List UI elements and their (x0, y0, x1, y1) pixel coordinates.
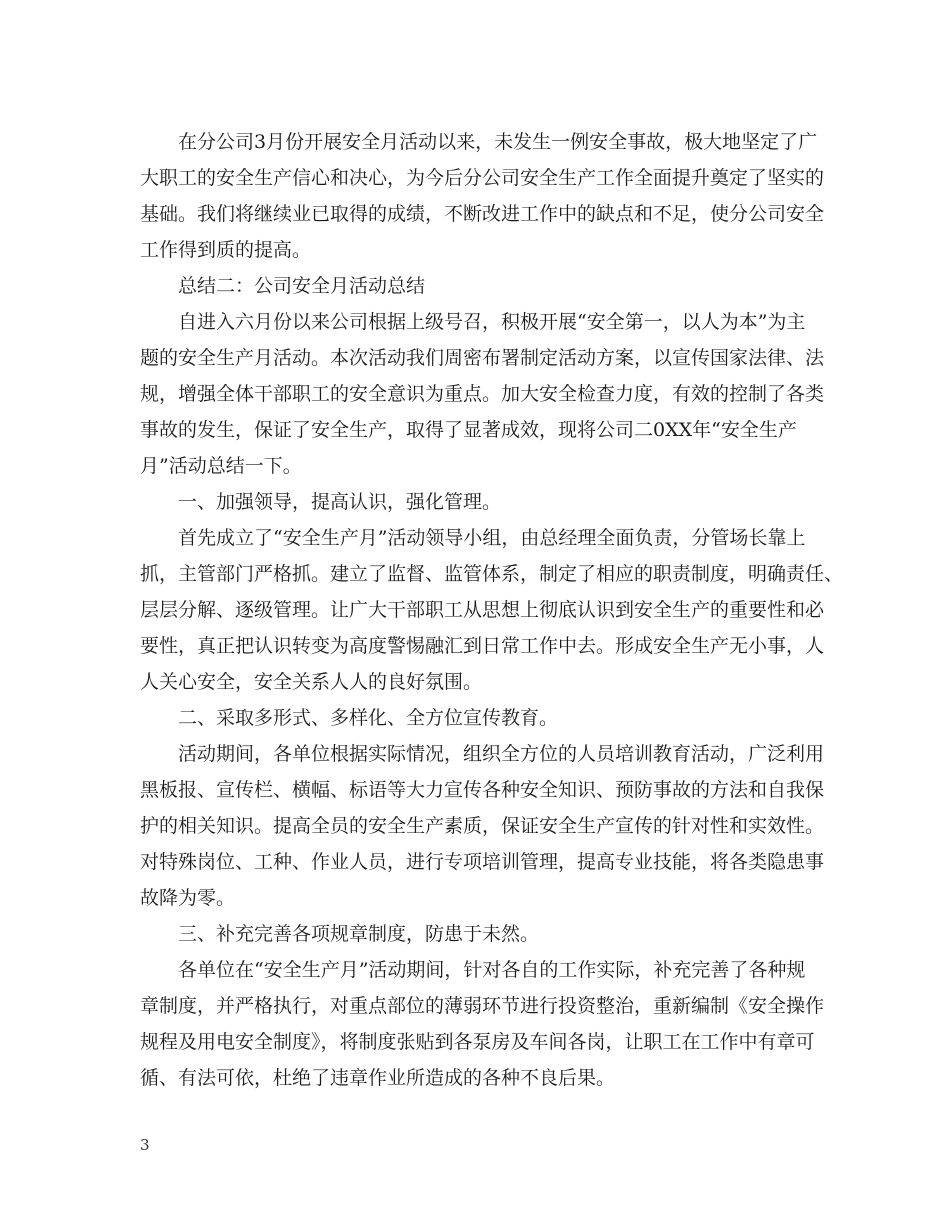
section-heading: 总结二：公司安全月活动总结 (140, 275, 426, 297)
text-line: 工作得到质的提高。 (140, 239, 312, 261)
text-line: 规程及用电安全制度》，将制度张贴到各泵房及车间各岗，让职工在工作中有章可 (140, 1031, 815, 1053)
text-line: 规，增强全体干部职工的安全意识为重点。加大安全检查力度，有效的控制了各类 (140, 383, 825, 405)
text-line: 自进入六月份以来公司根据上级号召，积极开展“安全第一，以人为本”为主 (140, 311, 806, 333)
text-line: 黑板报、宣传栏、横幅、标语等大力宣传各种安全知识、预防事故的方法和自我保 (140, 779, 825, 801)
section-heading: 三、补充完善各项规章制度，防患于未然。 (140, 923, 540, 945)
text-line: 护的相关知识。提高全员的安全生产素质，保证安全生产宣传的针对性和实效性。 (140, 815, 825, 837)
text-line: 活动期间，各单位根据实际情况，组织全方位的人员培训教育活动，广泛利用 (140, 743, 825, 765)
text-line: 循、有法可依，杜绝了违章作业所造成的各种不良后果。 (140, 1067, 616, 1089)
text-line: 要性，真正把认识转变为高度警惕融汇到日常工作中去。形成安全生产无小事，人 (140, 635, 825, 657)
section-heading: 一、加强领导，提高认识，强化管理。 (140, 491, 502, 513)
text-line: 基础。我们将继续业已取得的成绩，不断改进工作中的缺点和不足，使分公司安全 (140, 203, 825, 225)
text-line: 章制度，并严格执行，对重点部位的薄弱环节进行投资整治，重新编制《安全操作 (140, 995, 825, 1017)
section-heading: 二、采取多形式、多样化、全方位宣传教育。 (140, 707, 559, 729)
text-line: 对特殊岗位、工种、作业人员，进行专项培训管理，提高专业技能，将各类隐患事 (140, 851, 825, 873)
text-line: 月”活动总结一下。 (140, 455, 302, 477)
text-line: 题的安全生产月活动。本次活动我们周密布署制定活动方案，以宣传国家法律、法 (140, 347, 825, 369)
text-line: 在分公司3月份开展安全月活动以来，未发生一例安全事故，极大地坚定了广 (140, 131, 818, 153)
document-body (140, 124, 844, 1096)
text-line: 各单位在“安全生产月”活动期间，针对各自的工作实际，补充完善了各种规 (140, 959, 806, 981)
text-line: 人关心安全，安全关系人人的良好氛围。 (140, 671, 483, 693)
text-line: 大职工的安全生产信心和决心，为今后分公司安全生产工作全面提升奠定了坚实的 (140, 167, 825, 189)
text-line: 事故的发生，保证了安全生产，取得了显著成效，现将公司二0XX年“安全生产 (140, 419, 797, 441)
text-line: 故降为零。 (140, 887, 236, 909)
text-line: 抓，主管部门严格抓。建立了监督、监管体系，制定了相应的职责制度，明确责任、 (140, 563, 844, 585)
text-line: 首先成立了“安全生产月”活动领导小组，由总经理全面负责，分管场长靠上 (140, 527, 806, 549)
page-number: 3 (140, 1136, 150, 1154)
text-line: 层层分解、逐级管理。让广大干部职工从思想上彻底认识到安全生产的重要性和必 (140, 599, 825, 621)
